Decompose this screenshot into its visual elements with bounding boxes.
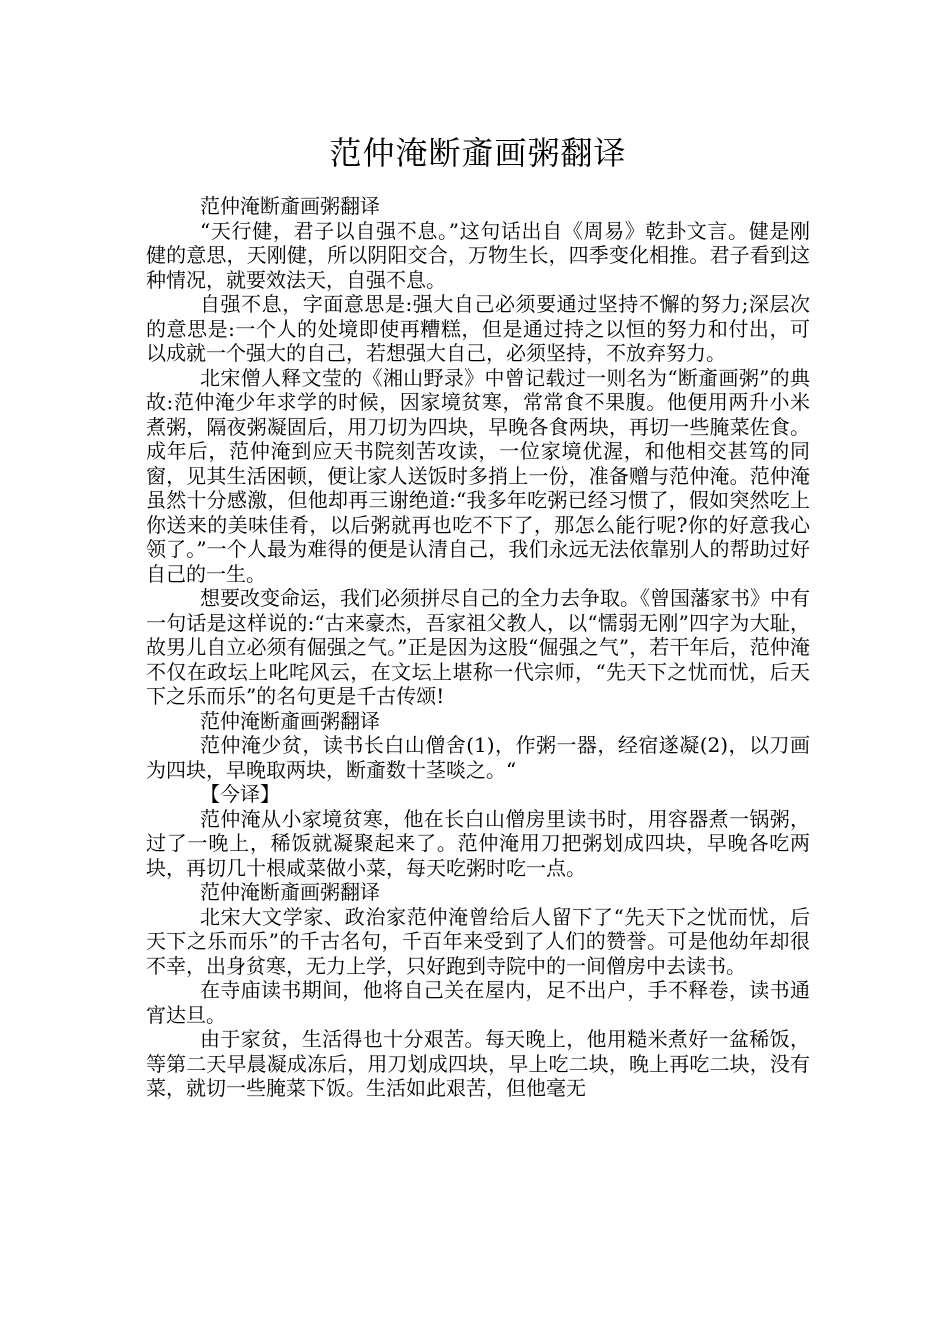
document-page: [146, 0, 810, 1344]
paragraph-hardship: 由于家贫，生活得也十分艰苦。每天晚上，他用糙米煮好一盆稀饭，等第二天早晨凝成冻后，用刀划成四块，早上吃二块，晚上再吃二块，没有菜，就切一些腌菜下饭。生活如此艰苦，但他毫无: [146, 1027, 810, 1100]
paragraph-heading-1: 范仲淹断齑画粥翻译: [200, 194, 380, 218]
paragraph-zeng-guofan: 想要改变命运，我们必须拼尽自己的全力去争取。《曾国藩家书》中有一句话是这样说的:“古来豪杰，吾家祖父教人，以“懦弱无刚”四字为大耻，故男儿自立必须有倔强之气。”正是因为这股“倔强之气”，若干年后，范仲淹不仅在政坛上叱咤风云，在文坛上堪称一代宗师，“先天下之忧而忧，后天下之乐而乐”的名句更是千古传颂!: [146, 586, 810, 708]
paragraph-famous-quote: 北宋大文学家、政治家范仲淹曾给后人留下了“先天下之忧而忧，后天下之乐而乐”的千古名句，千百年来受到了人们的赞誉。可是他幼年却很不幸，出身贫寒，无力上学，只好跑到寺院中的一间僧房中去读书。: [146, 904, 810, 978]
paragraph-original-text: 范仲淹少贫，读书长白山僧舍(1)，作粥一器，经宿遂凝(2)，以刀画为四块，早晚取两块，断齑数十茎啖之。“: [146, 733, 810, 782]
document-title: 范仲淹断齑画粥翻译: [329, 134, 627, 172]
paragraph-self-strengthening: 自强不息，字面意思是:强大自己必须要通过坚持不懈的努力;深层次的意思是:一个人的处境即使再糟糕，但是通过持之以恒的努力和付出，可以成就一个强大的自己，若想强大自己，必须坚持，不放弃努力。: [146, 292, 810, 365]
paragraph-temple-study: 在寺庙读书期间，他将自己关在屋内，足不出户，手不释卷，读书通宵达旦。: [146, 978, 810, 1027]
paragraph-translation: 范仲淹从小家境贫寒，他在长白山僧房里读书时，用容器煮一锅粥，过了一晚上，稀饭就凝聚起来了。范仲淹用刀把粥划成四块，早晚各吃两块，再切几十根咸菜做小菜，每天吃粥时吃一点。: [146, 806, 810, 880]
paragraph-translation-label: 【今译】: [200, 782, 280, 806]
paragraph-heading-2: 范仲淹断齑画粥翻译: [200, 708, 380, 733]
paragraph-heading-3: 范仲淹断齑画粥翻译: [200, 880, 380, 904]
paragraph-zhouyi-quote: “天行健，君子以自强不息。”这句话出自《周易》乾卦文言。健是刚健的意思，天刚健，所以阴阳交合，万物生长，四季变化相推。君子看到这种情况，就要效法天，自强不息。: [146, 218, 810, 292]
document-body: [146, 194, 810, 1101]
paragraph-xiangshan-story: 北宋僧人释文莹的《湘山野录》中曾记载过一则名为“断齑画粥”的典故:范仲淹少年求学的时候，因家境贫寒，常常食不果腹。他便用两升小米煮粥，隔夜粥凝固后，用刀切为四块，早晚各食两块，再切一些腌菜佐食。成年后，范仲淹到应天书院刻苦攻读，一位家境优渥，和他相交甚笃的同窗，见其生活困顿，便让家人送饭时多捎上一份，准备赠与范仲淹。范仲淹虽然十分感激，但他却再三谢绝道:“我多年吃粥已经习惯了，假如突然吃上你送来的美味佳肴，以后粥就再也吃不下了，那怎么能行呢?你的好意我心领了。”一个人最为难得的便是认清自己，我们永远无法依靠别人的帮助过好自己的一生。: [146, 365, 810, 586]
